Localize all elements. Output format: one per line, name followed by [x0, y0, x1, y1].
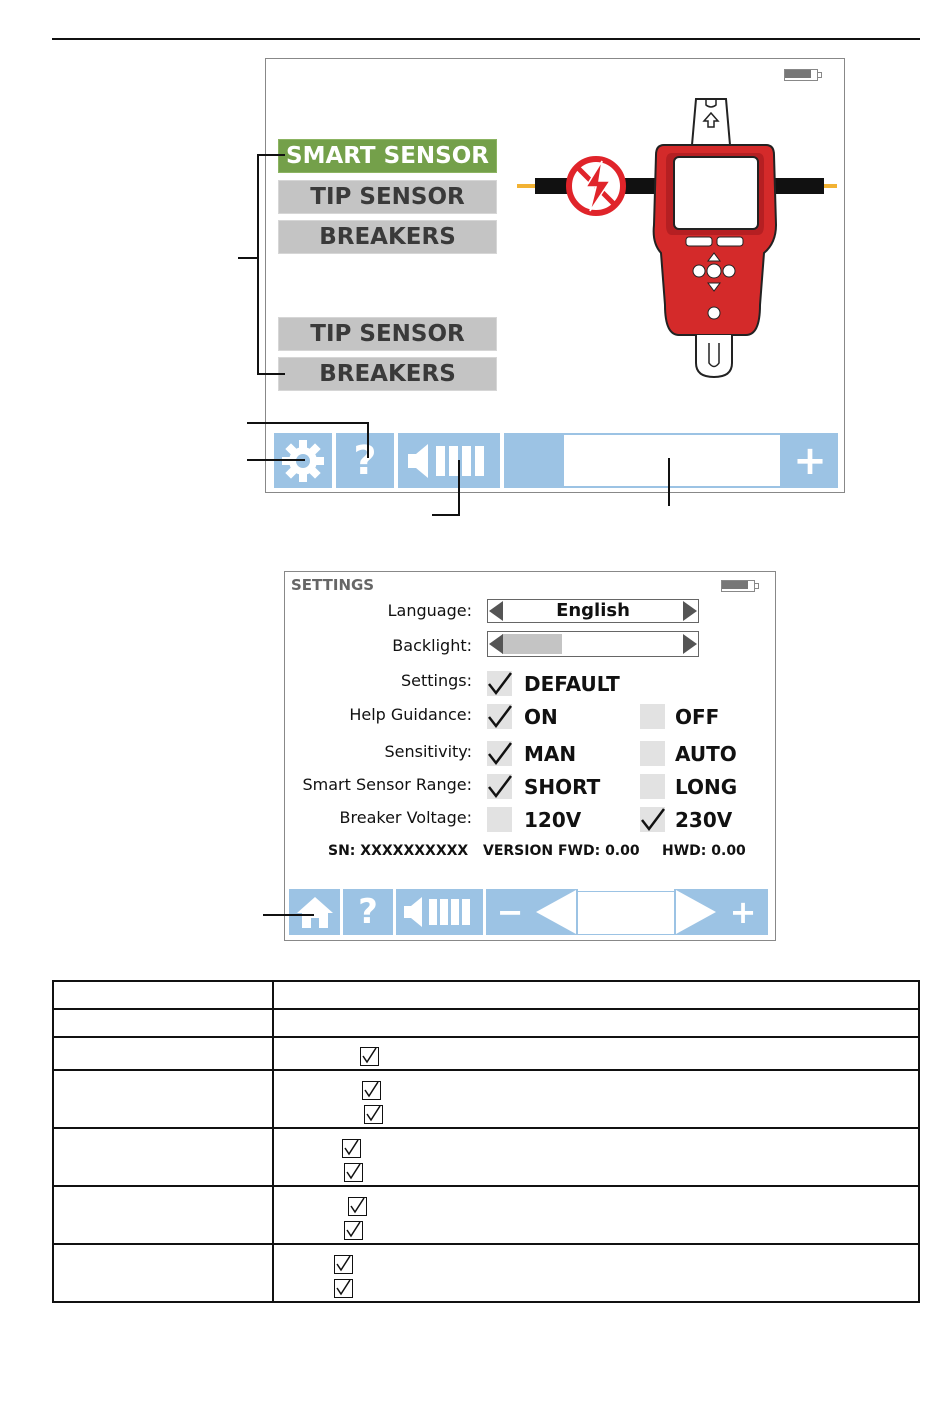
serial-number: SN: XXXXXXXXXX [328, 843, 469, 859]
checkbox-icon [362, 1081, 381, 1100]
range-short-checkbox[interactable] [487, 774, 512, 799]
table-row [53, 1186, 919, 1244]
voltage-120-option: 120V [524, 808, 582, 832]
settings-screen [284, 571, 776, 941]
voltage-230-checkbox[interactable] [640, 807, 665, 832]
speaker-volume-icon [401, 893, 479, 931]
callout-lines-top [0, 0, 950, 560]
triangle-right-icon [674, 889, 718, 935]
help-on-option: ON [524, 705, 558, 729]
plus-button[interactable]: + [718, 889, 768, 935]
backlight-label: Backlight: [392, 636, 472, 655]
settings-table [52, 980, 920, 1303]
checkbox-icon [342, 1139, 361, 1158]
scroll-track [578, 891, 674, 935]
voltage-label: Breaker Voltage: [339, 808, 472, 827]
range-long-option: LONG [675, 775, 738, 799]
voltage-230-option: 230V [675, 808, 733, 832]
table-row [53, 1070, 919, 1128]
language-value: English [556, 600, 630, 621]
settings-title: SETTINGS [291, 576, 375, 594]
checkbox-icon [334, 1279, 353, 1298]
table-row [53, 1037, 919, 1070]
sensitivity-man-option: MAN [524, 742, 577, 766]
scroll-left-button[interactable] [534, 889, 578, 935]
default-checkbox[interactable] [487, 671, 512, 696]
minus-button[interactable]: − [486, 889, 534, 935]
sensitivity-auto-option: AUTO [675, 742, 737, 766]
settings-label: Settings: [400, 671, 472, 690]
checkbox-icon [344, 1163, 363, 1182]
help-off-checkbox[interactable] [640, 704, 665, 729]
checkbox-icon [348, 1197, 367, 1216]
arrow-right-icon[interactable] [683, 601, 697, 621]
help-guidance-label: Help Guidance: [349, 705, 472, 724]
checkbox-icon [364, 1105, 383, 1124]
hardware-version: HWD: 0.00 [662, 843, 746, 859]
language-label: Language: [387, 601, 472, 620]
sensitivity-man-checkbox[interactable] [487, 741, 512, 766]
backlight-slider[interactable] [487, 631, 699, 657]
menu-breakers[interactable]: BREAKERS [278, 220, 497, 254]
volume-button[interactable] [396, 889, 483, 935]
sensitivity-auto-checkbox[interactable] [640, 741, 665, 766]
table-row [53, 1009, 919, 1037]
table-row [53, 981, 919, 1009]
checkbox-icon [344, 1221, 363, 1240]
language-select[interactable] [487, 599, 699, 623]
scroll-right-button[interactable] [674, 889, 718, 935]
menu-tip-sensor-2[interactable]: TIP SENSOR [278, 317, 497, 351]
checkbox-icon [360, 1047, 379, 1066]
range-long-checkbox[interactable] [640, 774, 665, 799]
arrow-right-icon[interactable] [683, 634, 697, 654]
triangle-left-icon [534, 889, 578, 935]
sensitivity-label: Sensitivity: [384, 742, 472, 761]
menu-breakers-2[interactable]: BREAKERS [278, 357, 497, 391]
default-option: DEFAULT [524, 672, 620, 696]
battery-icon [721, 580, 761, 592]
range-label: Smart Sensor Range: [302, 775, 472, 794]
table-row [53, 1128, 919, 1186]
callout-line-home [0, 900, 330, 930]
voltage-120-checkbox[interactable] [487, 807, 512, 832]
help-button[interactable]: ? [343, 889, 393, 935]
checkbox-icon [334, 1255, 353, 1274]
arrow-left-icon[interactable] [489, 634, 503, 654]
table-row [53, 1244, 919, 1302]
help-on-checkbox[interactable] [487, 704, 512, 729]
menu-smart-sensor[interactable]: SMART SENSOR [278, 139, 497, 173]
help-off-option: OFF [675, 705, 720, 729]
help-button[interactable]: ? [336, 433, 394, 488]
firmware-version: VERSION FWD: 0.00 [483, 843, 640, 859]
backlight-level [502, 634, 562, 654]
menu-tip-sensor[interactable]: TIP SENSOR [278, 180, 497, 214]
plus-button[interactable]: + [782, 433, 838, 488]
range-short-option: SHORT [524, 775, 601, 799]
